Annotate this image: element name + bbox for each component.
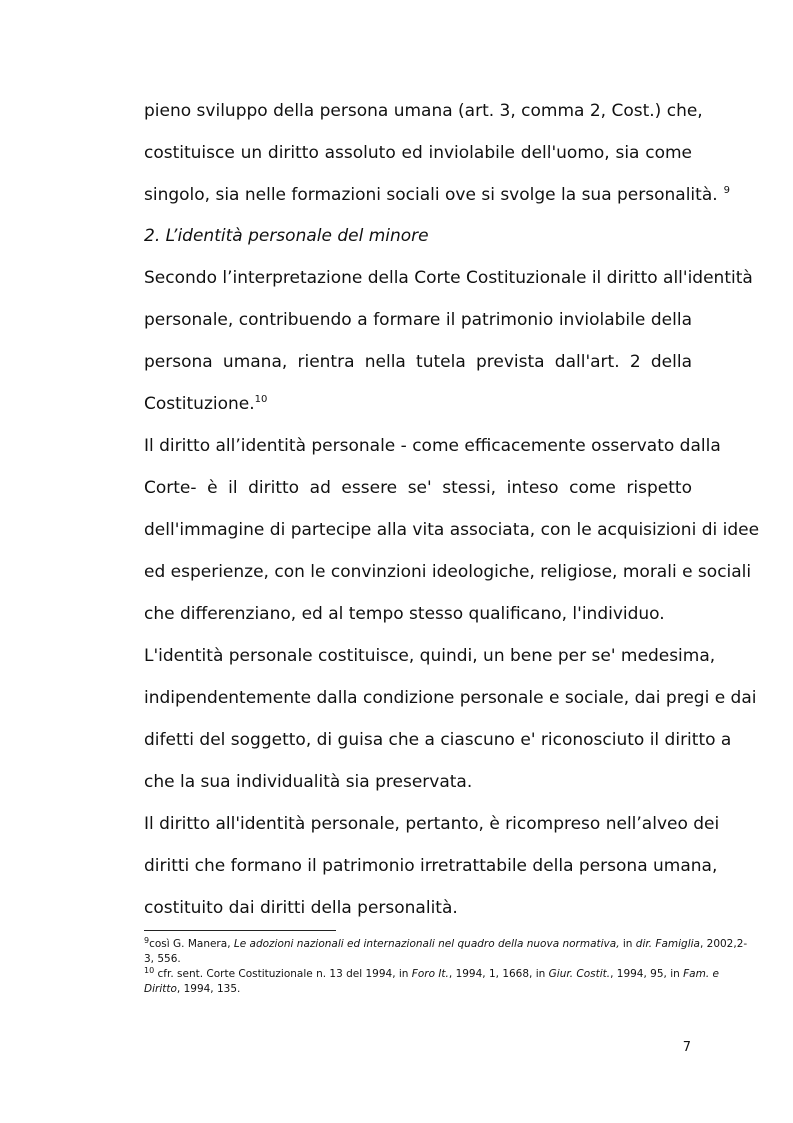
section-heading: 2. L’identità personale del minore (144, 226, 429, 246)
paragraph-line: che differenziano, ed al tempo stesso qualificano, l'individuo. (144, 604, 665, 624)
page-number: 7 (682, 1040, 691, 1055)
footnote-separator (144, 930, 336, 931)
paragraph-line: Il diritto all'identità personale, pertanto, è ricompreso nell’alveo dei (144, 814, 720, 834)
paragraph-line: singolo, sia nelle formazioni sociali ove si svolge la sua personalità. $^9$ (144, 185, 731, 205)
paragraph-line: L'identità personale costituisce, quindi, un bene per se' medesima, (144, 646, 716, 666)
paragraph-line: Secondo l’interpretazione della Corte Costituzionale il diritto all'identità (144, 268, 753, 288)
footnote-reference[interactable]: 9 (723, 185, 731, 196)
paragraph-line: Il diritto all’identità personale - come efficacemente osservato dalla (144, 436, 721, 456)
paragraph-line: costituisce un diritto assoluto ed inviolabile dell'uomo, sia come (144, 143, 692, 163)
paragraph-line: persona umana, rientra nella tutela prevista dall'art. 2 della (144, 352, 692, 372)
paragraph-line: Corte- è il diritto ad essere se' stessi, inteso come rispetto (144, 478, 692, 498)
paragraph-line: che la sua individualità sia preservata. (144, 772, 473, 792)
paragraph-line: indipendentemente dalla condizione personale e sociale, dai pregi e dai (144, 688, 757, 708)
paragraph-line: costituito dai diritti della personalità. (144, 898, 458, 918)
footnote-9: $^9$così G. Manera, Le adozioni nazionali ed internazionali nel quadro della nuova normativa, in dir. Famiglia, 2002,2- 3, 556. (144, 936, 748, 965)
paragraph-line: ed esperienze, con le convinzioni ideologiche, religiose, morali e sociali (144, 562, 752, 582)
paragraph-line: difetti del soggetto, di guisa che a ciascuno e' riconosciuto il diritto a (144, 730, 732, 750)
paragraph-line: dell'immagine di partecipe alla vita associata, con le acquisizioni di idee (144, 520, 760, 540)
paragraph-line: Costituzione.$^{10}$ (144, 394, 268, 414)
footnote-10: $^{10}$ cfr. sent. Corte Costituzionale n. 13 del 1994, in Foro It., 1994, 1, 1668, in Giur. Costit., 1994, 95, in Fam. e Diritto, 1994, 135. (144, 966, 719, 995)
paragraph-line: diritti che formano il patrimonio irretrattabile della persona umana, (144, 856, 718, 876)
paragraph-line: pieno sviluppo della persona umana (art. 3, comma 2, Cost.) che, (144, 101, 703, 121)
paragraph-line: personale, contribuendo a formare il patrimonio inviolabile della (144, 310, 692, 330)
footnote-reference[interactable]: 10 (254, 394, 268, 405)
